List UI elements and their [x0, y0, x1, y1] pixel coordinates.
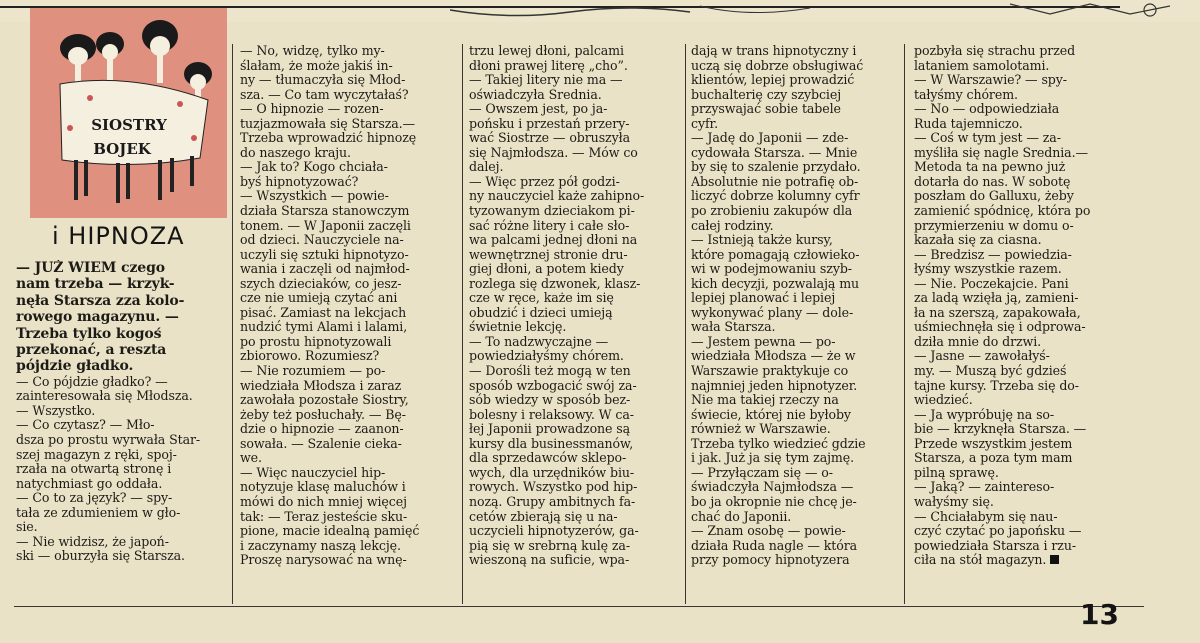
text-line: dalej.	[469, 160, 504, 175]
text-line: wałyśmy się.	[914, 494, 994, 509]
text-line: ski — oburzyła się Starsza.	[16, 549, 185, 564]
text-line: po prostu hipnotyzowali	[240, 334, 392, 349]
text-line: pisać. Zamiast na lekcjach	[240, 305, 407, 320]
text-line: buchalterię czy szybciej	[691, 87, 842, 102]
text-line: tała ze zdumieniem w gło-	[16, 505, 181, 520]
article-column-4	[691, 44, 897, 568]
text-line: żeby też posłuchały. — Bę-	[240, 407, 406, 422]
text-line: za ladą wzięła ją, zamieni-	[914, 291, 1079, 306]
text-line: tałyśmy chórem.	[914, 87, 1018, 102]
text-line: chać do Japonii.	[691, 509, 792, 524]
text-line: pią się w srebrną kulę za-	[469, 538, 630, 553]
text-line: zamienić spódnicę, która po	[914, 204, 1091, 219]
text-line: wania i zaczęli od najmłod-	[240, 262, 410, 277]
text-line: Przede wszystkim jestem	[914, 436, 1073, 451]
text-line: wieszoną na suficie, wpa-	[469, 553, 630, 568]
text-line: cetów zbierają się u na-	[469, 509, 618, 524]
text-line: — Wszystkich — powie-	[240, 189, 389, 204]
article-column-2	[240, 44, 446, 568]
text-line: cze nie umieją czytać ani	[240, 291, 398, 306]
text-line: nozą. Grupy ambitnych fa-	[469, 494, 636, 509]
text-line: wa palcami jednej dłoni na	[469, 233, 638, 248]
text-line: — No — odpowiedziała	[914, 102, 1060, 117]
text-line: ciła na stół magazyn.	[914, 553, 1126, 568]
text-line: lataniem samolotami.	[914, 58, 1050, 73]
text-line: wiedziała Młodsza i zaraz	[240, 378, 402, 393]
text-line: — Jak to? Kogo chciała-	[240, 160, 388, 175]
text-line: — Jestem pewna — po-	[691, 334, 836, 349]
text-line: zawołała pozostałe Siostry,	[240, 393, 409, 408]
text-line: lepiej planować i lepiej	[691, 291, 836, 306]
text-line: działa Starsza stanowczym	[240, 204, 410, 219]
text-line: zbiorowo. Rozumiesz?	[240, 349, 380, 364]
text-line: wykonywać plany — dole-	[691, 305, 854, 320]
text-line: do naszego kraju.	[240, 145, 351, 160]
sisters-drawing	[30, 8, 227, 218]
text-line: liczyć dobrze kolumny cyfr	[691, 189, 860, 204]
text-line: ny nauczyciel każe zahipno-	[469, 189, 645, 204]
text-line: Starsza, a poza tym mam	[914, 451, 1073, 466]
text-line: — Co to za język? — spy-	[16, 491, 173, 506]
text-line: trzu lewej dłoni, palcami	[469, 44, 624, 58]
text-line: Trzeba tylko kogoś	[16, 325, 162, 342]
article-column-3	[469, 44, 675, 568]
text-line: rowych. Wszystko pod hip-	[469, 480, 638, 495]
text-line: Absolutnie nie potrafię ob-	[691, 174, 859, 189]
text-line: wać Siostrze — obruszyła	[469, 131, 630, 146]
text-line: bie — krzyknęła Starsza. —	[914, 422, 1087, 437]
text-line: — Więc przez pół godzi-	[469, 174, 620, 189]
sisters-illustration	[30, 8, 227, 218]
text-line: uczycieli hipnotyzerów, ga-	[469, 524, 639, 539]
text-line: łej Japonii prowadzone są	[469, 422, 631, 437]
text-line: mówi do nich mniej więcej	[240, 494, 407, 509]
text-line: — Jadę do Japonii — zde-	[691, 131, 849, 146]
text-line: — Więc nauczyciel hip-	[240, 465, 386, 480]
text-line: we.	[240, 451, 262, 466]
text-line: świetnie lekcję.	[469, 320, 567, 335]
headline: i HIPNOZA	[52, 222, 185, 250]
text-line: bo ja okropnie nie chcę je-	[691, 494, 857, 509]
text-line: tuzjazmowała się Starsza.—	[240, 116, 416, 131]
text-line: — Chciałabym się nau-	[914, 509, 1058, 524]
column-divider	[232, 44, 233, 604]
text-line: kazała się za ciasna.	[914, 233, 1042, 248]
text-line: sposób wzbogacić swój za-	[469, 378, 637, 393]
text-line: wi w podejmowaniu szyb-	[691, 262, 852, 277]
text-line: wała Starsza.	[691, 320, 776, 335]
text-line: kursy dla businessmanów,	[469, 436, 634, 451]
text-line: Proszę narysować na wnę-	[240, 553, 407, 568]
text-line: które pomagają człowieko-	[691, 247, 860, 262]
text-line: — Jaką? — zaintereso-	[914, 480, 1055, 495]
text-line: świadczyła Najmłodsza —	[691, 480, 854, 495]
text-line: cze w ręce, każe im się	[469, 291, 614, 306]
text-line: pilną sprawę.	[914, 465, 999, 480]
article-column-1	[16, 260, 226, 564]
text-line: po zrobieniu zakupów dla	[691, 204, 853, 219]
text-line: sać różne litery i całe sło-	[469, 218, 630, 233]
text-line: dłoni prawej literę „cho”.	[469, 58, 628, 73]
top-ornament-illustration	[450, 0, 1190, 22]
text-line: również w Warszawie.	[691, 422, 831, 437]
text-line: pójdzie gładko.	[16, 358, 134, 375]
text-line: przekonać, a reszta	[16, 342, 167, 359]
text-line: zainteresowała się Młodsza.	[16, 389, 193, 404]
text-line: — Coś w tym jest — za-	[914, 131, 1061, 146]
text-line: — Owszem jest, po ja-	[469, 102, 608, 117]
text-line: szych dzieciaków, co jesz-	[240, 276, 402, 291]
text-line: nęła Starsza zza kolo-	[16, 292, 185, 309]
text-line: tajne kursy. Trzeba się do-	[914, 378, 1079, 393]
text-line: szej magazyn z ręki, spoj-	[16, 447, 177, 462]
text-line: sza. — Co tam wyczytałaś?	[240, 87, 409, 102]
text-line: — Nie. Poczekajcie. Pani	[914, 276, 1069, 291]
column-divider	[904, 44, 905, 604]
text-line: — Jasne — zawołałyś-	[914, 349, 1050, 364]
page-number: 13	[1080, 598, 1119, 631]
illustration-title-line1: SIOSTRY	[91, 116, 167, 134]
column-divider	[685, 44, 686, 604]
text-line: by się to szalenie przydało.	[691, 160, 861, 175]
text-line: tonem. — W Japonii zaczęli	[240, 218, 411, 233]
text-line: — No, widzę, tylko my-	[240, 44, 385, 58]
text-line: tak: — Teraz jesteście sku-	[240, 509, 408, 524]
text-line: rozlega się dzwonek, klasz-	[469, 276, 641, 291]
text-line: powiedziałyśmy chórem.	[469, 349, 624, 364]
text-line: pione, macie idealną pamięć	[240, 524, 420, 539]
text-line: — Nie rozumiem — po-	[240, 364, 386, 379]
text-line: — Co czytasz? — Mło-	[16, 418, 155, 433]
text-line: cyfr.	[691, 116, 718, 131]
text-line: rzała na otwartą stronę i	[16, 462, 172, 477]
text-line: — Takiej litery nie ma —	[469, 73, 623, 88]
text-line: pozbyła się strachu przed	[914, 44, 1076, 58]
text-line: działa Ruda nagle — która	[691, 538, 858, 553]
text-line: sób wiedzy w sposób bez-	[469, 393, 631, 408]
text-line: — JUŻ WIEM czego	[16, 260, 166, 276]
text-line: — To nadzwyczajne —	[469, 334, 609, 349]
text-line: my. — Muszą być gdzieś	[914, 364, 1067, 379]
text-line: natychmiast go oddała.	[16, 476, 163, 491]
text-line: się Najmłodsza. — Mów co	[469, 145, 638, 160]
column-divider	[462, 44, 463, 604]
text-line: uczą się dobrze obsługiwać	[691, 58, 864, 73]
text-line: najmniej jeden hipnotyzer.	[691, 378, 858, 393]
text-line: i jak. Już ja się tym zajmę.	[691, 451, 855, 466]
text-line: i zaczynamy naszą lekcję.	[240, 538, 401, 553]
text-line: — Co pójdzie gładko? —	[16, 374, 168, 389]
text-line: uczyli się sztuki hipnotyzo-	[240, 247, 409, 262]
text-line: tyzowanym dzieciakom pi-	[469, 204, 635, 219]
text-line: uśmiechnęła się i odprowa-	[914, 320, 1086, 335]
text-line: pońsku i przestań przery-	[469, 116, 630, 131]
text-line: nudzić tymi Alami i lalami,	[240, 320, 408, 335]
text-line: bolesny i relaksowy. W ca-	[469, 407, 634, 422]
text-line: dają w trans hipnotyczny i	[691, 44, 857, 58]
text-line: dotarła do nas. W sobotę	[914, 174, 1071, 189]
bottom-rule	[14, 606, 1144, 607]
text-line: ślałam, że może jakiś in-	[240, 58, 393, 73]
text-line: sie.	[16, 520, 38, 535]
text-line: dziła mnie do drzwi.	[914, 334, 1042, 349]
text-line: notyzuje klasę maluchów i	[240, 480, 406, 495]
text-line: świecie, której nie byłoby	[691, 407, 851, 422]
text-line: byś hipnotyzować?	[240, 174, 359, 189]
text-line: nam trzeba — krzyk-	[16, 276, 175, 293]
text-line: cydowała Starsza. — Mnie	[691, 145, 858, 160]
text-line: Trzeba tylko wiedzieć gdzie	[691, 436, 866, 451]
text-line: klientów, lepiej prowadzić	[691, 73, 855, 88]
text-line: Metoda ta na pewno już	[914, 160, 1066, 175]
text-line: — Nie widzisz, że japoń-	[16, 534, 169, 549]
text-line: — Przyłączam się — o-	[691, 465, 833, 480]
text-line: myśliła się nagle Średnia.—	[914, 145, 1088, 160]
text-line: przymierzeniu w domu o-	[914, 218, 1074, 233]
text-line: wych, dla urzędników biu-	[469, 465, 635, 480]
text-line: od dzieci. Nauczyciele na-	[240, 233, 404, 248]
end-of-article-mark	[1050, 555, 1059, 564]
text-line: obudzić i dzieci umieją	[469, 305, 613, 320]
text-line: całej rodziny.	[691, 218, 774, 233]
text-line: przyswajać sobie tabele	[691, 102, 841, 117]
text-line: powiedziała Starsza i rzu-	[914, 538, 1077, 553]
text-line: oświadczyła Średnia.	[469, 87, 602, 102]
text-line: — Istnieją także kursy,	[691, 233, 833, 248]
text-line: — Wszystko.	[16, 403, 96, 418]
text-line: Nie ma takiej rzeczy na	[691, 393, 839, 408]
text-line: rowego magazynu. —	[16, 309, 179, 326]
text-line: — W Warszawie? — spy-	[914, 73, 1067, 88]
text-line: — Ja wypróbuję na so-	[914, 407, 1055, 422]
text-line: dsza po prostu wyrwała Star-	[16, 433, 201, 448]
text-line: ła na szerszą, zapakowała,	[914, 305, 1081, 320]
text-line: giej dłoni, a potem kiedy	[469, 262, 624, 277]
text-line: kich decyzji, pozwalają mu	[691, 276, 860, 291]
text-line: wiedzieć.	[914, 393, 973, 408]
text-line: poszłam do Galluxu, żeby	[914, 189, 1074, 204]
text-line: — Dorośli też mogą w ten	[469, 364, 631, 379]
text-line: — O hipnozie — rozen-	[240, 102, 384, 117]
text-line: czyć czytać po japońsku —	[914, 524, 1082, 539]
text-line: dla sprzedawców sklepo-	[469, 451, 627, 466]
text-line: wewnętrznej stronie dru-	[469, 247, 628, 262]
article-column-5	[914, 44, 1126, 568]
text-line: — Znam osobę — powie-	[691, 524, 846, 539]
text-line: wiedziała Młodsza — że w	[691, 349, 856, 364]
text-line: Trzeba wprowadzić hipnozę	[240, 131, 417, 146]
text-line: przy pomocy hipnotyzera	[691, 553, 850, 568]
text-line: Ruda tajemniczo.	[914, 116, 1023, 131]
text-line: Warszawie praktykuje co	[691, 364, 849, 379]
text-line: ny — tłumaczyła się Młod-	[240, 73, 406, 88]
text-line: sowała. — Szalenie cieka-	[240, 436, 402, 451]
text-line: — Bredzisz — powiedzia-	[914, 247, 1072, 262]
text-line: łyśmy wszystkie razem.	[914, 262, 1062, 277]
illustration-title-line2: BOJEK	[93, 140, 151, 158]
text-line: dzie o hipnozie — zaanon-	[240, 422, 404, 437]
